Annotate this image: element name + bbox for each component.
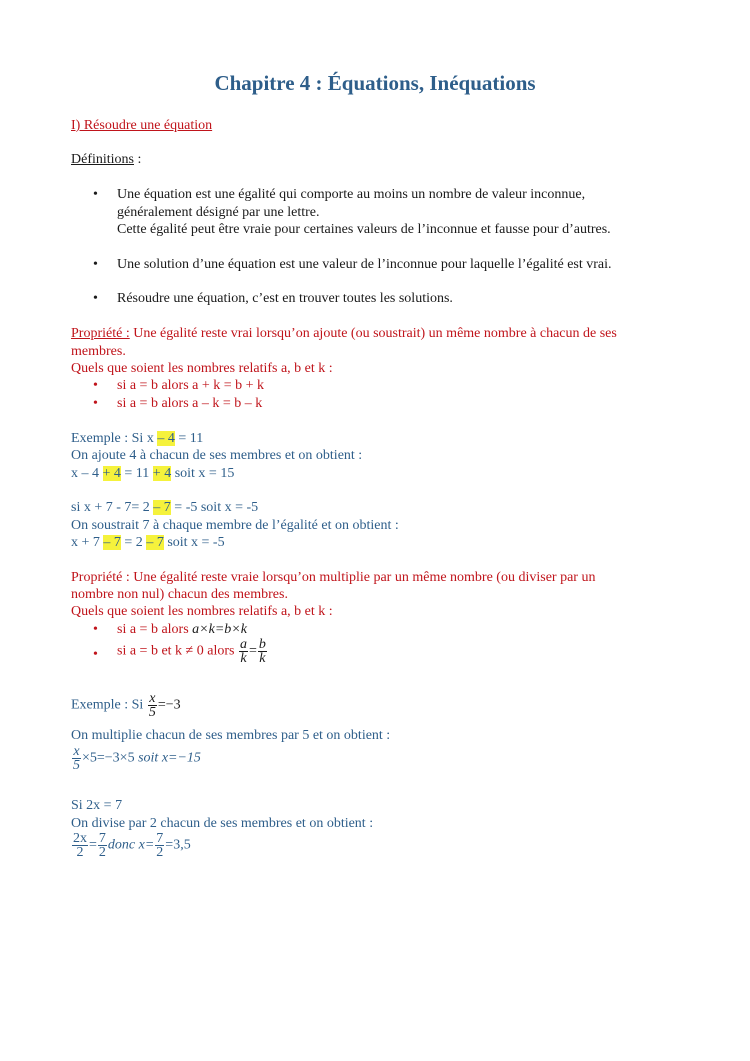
denominator: 2: [98, 845, 106, 860]
example-2-line-2: On soustrait 7 à chaque membre de l’égalité et on obtient :: [71, 518, 399, 533]
denominator: k: [259, 651, 266, 666]
property-label: Propriété :: [71, 326, 130, 341]
example-1-text: soit x = 15: [171, 466, 235, 481]
bullet-glyph: •: [93, 187, 98, 202]
numerator: 7: [156, 831, 164, 846]
property-2-bullet-1: [117, 621, 247, 638]
numerator: x: [73, 744, 80, 759]
bullet-glyph: •: [93, 378, 98, 393]
example-1-text: x – 4: [71, 466, 103, 481]
definition-item-1-line-3: Cette égalité peut être vraie pour certaines valeurs de l’inconnue et fausse pour d’autres.: [117, 222, 611, 237]
definition-item-1-line-1: Une équation est une égalité qui comporte au moins un nombre de valeur inconnue,: [117, 187, 586, 202]
example-3-line-2: On multiplie chacun de ses membres par 5 et on obtient :: [71, 728, 391, 743]
highlight: – 4: [157, 431, 175, 446]
example-2-text: = 2: [120, 535, 147, 550]
math-expression: soit: [138, 750, 162, 766]
math-expression: a×k=b×k: [192, 622, 247, 637]
example-4-line-3: [71, 832, 191, 859]
property-2-line-2: nombre non nul) chacun des membres.: [71, 587, 288, 602]
example-1-text: = 11: [174, 431, 204, 446]
math-expression: donc: [107, 837, 139, 853]
property-1-bullet-2: si a = b alors a – k = b – k: [117, 396, 263, 411]
example-2-text: si x + 7 - 7= 2: [71, 500, 154, 515]
property-1-line-2: membres.: [71, 344, 126, 359]
highlight: – 7: [153, 500, 171, 515]
fraction: [72, 832, 88, 859]
numerator: a: [239, 637, 247, 652]
definitions-label-text: Définitions: [71, 152, 134, 167]
fraction: [258, 638, 267, 665]
property-1-text: Une égalité reste vrai lorsqu’on ajoute (ou soustrait) un même nombre à chacun de ses: [129, 326, 617, 341]
denominator: 2: [156, 845, 164, 860]
bullet-glyph: •: [93, 291, 98, 306]
equals: =: [248, 643, 257, 659]
property-1-quels: Quels que soient les nombres relatifs a, b et k :: [71, 361, 333, 376]
property-1-bullet-1: si a = b alors a + k = b + k: [117, 378, 265, 393]
section-heading: I) Résoudre une équation: [71, 118, 213, 133]
fraction: [98, 832, 107, 859]
fraction: [148, 692, 157, 719]
property-1-line-1: [71, 325, 617, 342]
definition-item-3: Résoudre une équation, c’est en trouver toutes les solutions.: [117, 291, 453, 306]
numerator: 7: [98, 831, 106, 846]
fraction: [239, 638, 248, 665]
math-expression: x=−15: [161, 750, 201, 766]
math-expression: =−3: [157, 697, 181, 713]
equals: =: [89, 837, 97, 853]
definition-item-2: Une solution d’une équation est une valeur de l’inconnue pour laquelle l’égalité est vrai.: [117, 257, 612, 272]
numerator: b: [258, 637, 266, 652]
fraction: [155, 832, 164, 859]
example-3-line-1: [71, 692, 181, 719]
example-1-line-1: [71, 430, 203, 447]
bullet-glyph: •: [93, 622, 98, 637]
example-2-line-3: [71, 534, 225, 551]
property-2-text: si a = b et k ≠ 0 alors: [117, 643, 238, 659]
bullet-glyph: •: [93, 257, 98, 272]
denominator: k: [240, 651, 247, 666]
bullet-glyph: •: [93, 396, 98, 411]
denominator: 5: [73, 758, 80, 773]
example-1-line-2: On ajoute 4 à chacun de ses membres et on obtient :: [71, 448, 363, 463]
property-2-quels: Quels que soient les nombres relatifs a, b et k :: [71, 604, 333, 619]
chapter-title: Chapitre 4 : Équations, Inéquations: [214, 71, 536, 95]
property-2-text: si a = b alors: [117, 622, 193, 637]
fraction: [72, 745, 81, 772]
example-1-text: Exemple : Si x: [71, 431, 158, 446]
property-2-bullet-2: [117, 638, 268, 665]
example-4-line-2: On divise par 2 chacun de ses membres et on obtient :: [71, 816, 374, 831]
highlight: – 7: [146, 535, 164, 550]
example-2-text: = -5 soit x = -5: [170, 500, 259, 515]
highlight: + 4: [152, 466, 172, 481]
example-2-text: soit x = -5: [163, 535, 225, 550]
highlight: – 7: [103, 535, 121, 550]
example-3-line-3: [71, 745, 201, 772]
example-1-line-3: [71, 465, 234, 482]
definition-item-1-line-2: généralement désigné par une lettre.: [117, 205, 320, 220]
denominator: 5: [148, 705, 156, 720]
highlight: + 4: [102, 466, 121, 481]
numerator: x: [149, 691, 156, 706]
definitions-label-suffix: :: [134, 152, 142, 167]
numerator: 2x: [73, 831, 87, 846]
math-expression: =3,5: [165, 837, 191, 853]
definitions-label: [71, 151, 141, 168]
example-1-text: = 11: [120, 466, 153, 481]
denominator: 2: [76, 845, 84, 860]
property-2-line-1: Propriété : Une égalité reste vraie lorsqu’on multiplie par un même nombre (ou diviser par un: [71, 570, 596, 585]
math-expression: x=: [138, 837, 155, 853]
example-3-text: Exemple : Si: [71, 697, 147, 713]
example-2-text: x + 7: [71, 535, 104, 550]
example-2-line-1: [71, 499, 258, 516]
math-expression: ×5=−3×5: [82, 750, 139, 766]
bullet-glyph: •: [93, 647, 98, 662]
example-4-line-1: Si 2x = 7: [71, 798, 123, 813]
